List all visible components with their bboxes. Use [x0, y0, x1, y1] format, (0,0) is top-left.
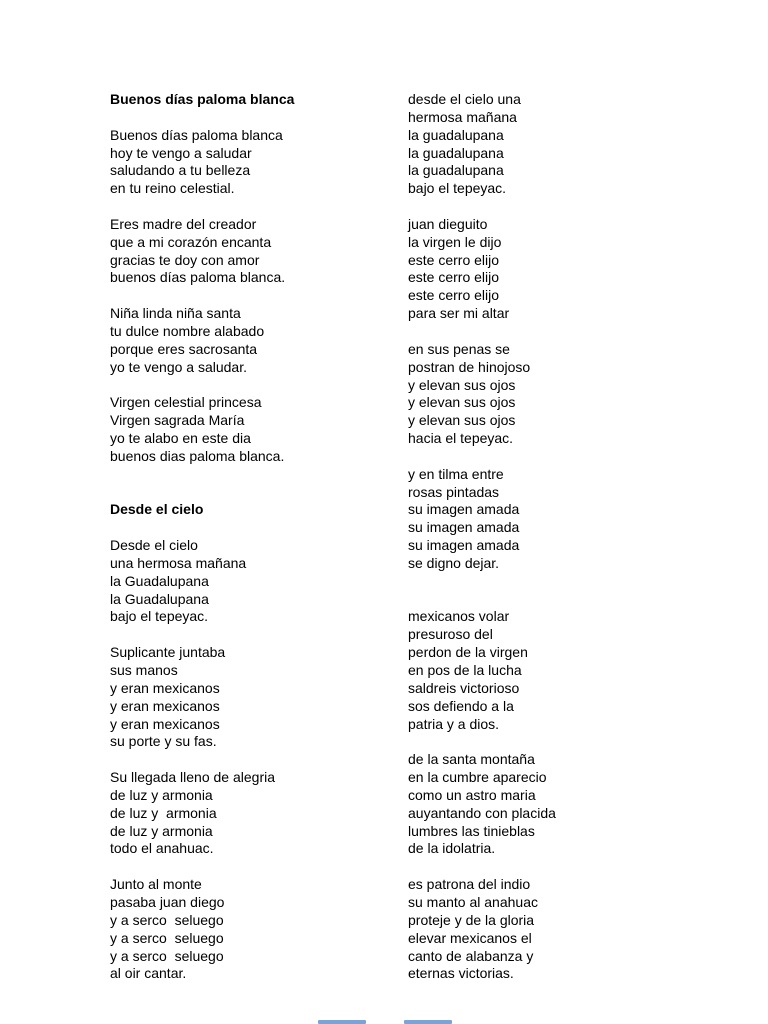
right-column — [408, 91, 698, 983]
verse-line: bajo el tepeyac. — [408, 180, 507, 197]
verse-line: la guadalupana — [408, 162, 504, 179]
verse-line: bajo el tepeyac. — [110, 608, 209, 625]
verse-line: y elevan sus ojos — [408, 412, 516, 429]
verse-line: auyantando con placida — [408, 804, 556, 821]
stanza — [408, 751, 698, 858]
verse-line: y a serco seluego — [110, 947, 224, 964]
stanza — [110, 876, 400, 983]
verse-line: buenos dias paloma blanca. — [110, 447, 285, 464]
verse-line: presuroso del — [408, 626, 493, 643]
verse-line: tu dulce nombre alabado — [110, 322, 265, 339]
verse-line: su porte y su fas. — [110, 733, 217, 750]
verse-line: todo el anahuac. — [110, 840, 214, 857]
stanza — [408, 608, 698, 733]
verse-line: eternas victorias. — [408, 965, 514, 982]
verse-line: Junto al monte — [110, 876, 202, 893]
verse-line: patria y a dios. — [408, 715, 500, 732]
verse-line: hermosa mañana — [408, 108, 517, 125]
verse-line: de luz y armonia — [110, 804, 217, 821]
verse-line: Su llegada lleno de alegria — [110, 769, 276, 786]
verse-line: la Guadalupana — [110, 572, 209, 589]
stanza — [408, 91, 698, 198]
verse-line: gracias te doy con amor — [110, 251, 260, 268]
verse-line: Niña linda niña santa — [110, 305, 241, 322]
verse-line: postran de hinojoso — [408, 358, 531, 375]
left-column — [110, 91, 400, 983]
stanza — [110, 537, 400, 626]
verse-line: como un astro maria — [408, 786, 536, 803]
verse-line: y a serco seluego — [110, 911, 224, 928]
verse-line: se digno dejar. — [408, 554, 500, 571]
verse-line: y a serco seluego — [110, 929, 224, 946]
verse-line: de luz y armonia — [110, 822, 213, 839]
page-nav-button-prev[interactable] — [318, 1020, 366, 1024]
stanza — [110, 216, 400, 287]
verse-line: canto de alabanza y — [408, 947, 534, 964]
stanza — [408, 341, 698, 448]
verse-line: al oir cantar. — [110, 965, 187, 982]
verse-line: que a mi corazón encanta — [110, 233, 272, 250]
verse-line: en la cumbre aparecio — [408, 769, 547, 786]
verse-line: hacia el tepeyac. — [408, 430, 514, 447]
verse-line: juan dieguito — [408, 215, 488, 232]
verse-line: Eres madre del creador — [110, 215, 257, 232]
verse-line: sos defiendo a la — [408, 697, 514, 714]
verse-line: es patrona del indio — [408, 876, 531, 893]
verse-line: de luz y armonia — [110, 786, 213, 803]
verse-line: y eran mexicanos — [110, 715, 220, 732]
verse-line: para ser mi altar — [408, 305, 510, 322]
verse-line: saldreis victorioso — [408, 679, 520, 696]
verse-line: su imagen amada — [408, 501, 520, 518]
verse-line: Virgen sagrada María — [110, 412, 245, 429]
verse-line: su manto al anahuac — [408, 893, 538, 910]
stanza — [110, 305, 400, 376]
verse-line: Virgen celestial princesa — [110, 394, 262, 411]
verse-line: en tu reino celestial. — [110, 180, 235, 197]
verse-line: en pos de la lucha — [408, 662, 522, 678]
stanza — [408, 216, 698, 323]
stanza — [110, 127, 400, 198]
stanza — [110, 644, 400, 751]
stanza — [408, 466, 698, 573]
verse-line: la virgen le dijo — [408, 233, 502, 250]
verse-line: Buenos días paloma blanca — [110, 126, 283, 143]
verse-line: de la santa montaña — [408, 751, 535, 768]
verse-line: sus manos — [110, 662, 178, 678]
verse-line: porque eres sacrosanta — [110, 340, 258, 357]
verse-line: en sus penas se — [408, 340, 510, 357]
verse-line: proteje y de la gloria — [408, 911, 535, 928]
song-title: Buenos días paloma blanca — [110, 91, 295, 107]
verse-line: saludando a tu belleza — [110, 162, 251, 179]
verse-line: yo te alabo en este dia — [110, 430, 251, 447]
stanza — [110, 769, 400, 858]
verse-line: la guadalupana — [408, 126, 504, 143]
verse-line: elevar mexicanos el — [408, 929, 532, 946]
verse-line: de la idolatria. — [408, 840, 496, 857]
verse-line: pasaba juan diego — [110, 893, 225, 910]
verse-line: y en tilma entre — [408, 465, 504, 482]
verse-line: y elevan sus ojos — [408, 376, 516, 393]
verse-line: y eran mexicanos — [110, 679, 220, 696]
verse-line: hoy te vengo a saludar — [110, 144, 252, 161]
verse-line: desde el cielo una — [408, 91, 521, 107]
verse-line: lumbres las tinieblas — [408, 822, 535, 839]
verse-line: la guadalupana — [408, 144, 504, 161]
verse-line: este cerro elijo — [408, 287, 500, 304]
verse-line: la Guadalupana — [110, 590, 209, 607]
verse-line: mexicanos volar — [408, 608, 510, 625]
verse-line: rosas pintadas — [408, 483, 500, 500]
verse-line: Suplicante juntaba — [110, 644, 226, 661]
verse-line: este cerro elijo — [408, 251, 500, 268]
stanza — [408, 876, 698, 983]
song-title: Desde el cielo — [110, 501, 204, 518]
page-nav-button-next[interactable] — [404, 1020, 452, 1024]
verse-line: y eran mexicanos — [110, 697, 220, 714]
verse-line: una hermosa mañana — [110, 554, 247, 571]
verse-line: y elevan sus ojos — [408, 394, 516, 411]
stanza — [110, 394, 400, 465]
verse-line: este cerro elijo — [408, 269, 500, 286]
verse-line: Desde el cielo — [110, 537, 198, 554]
verse-line: buenos días paloma blanca. — [110, 269, 286, 286]
verse-line: yo te vengo a saludar. — [110, 358, 247, 375]
verse-line: su imagen amada — [408, 519, 520, 536]
verse-line: su imagen amada — [408, 537, 520, 554]
verse-line: perdon de la virgen — [408, 644, 528, 661]
